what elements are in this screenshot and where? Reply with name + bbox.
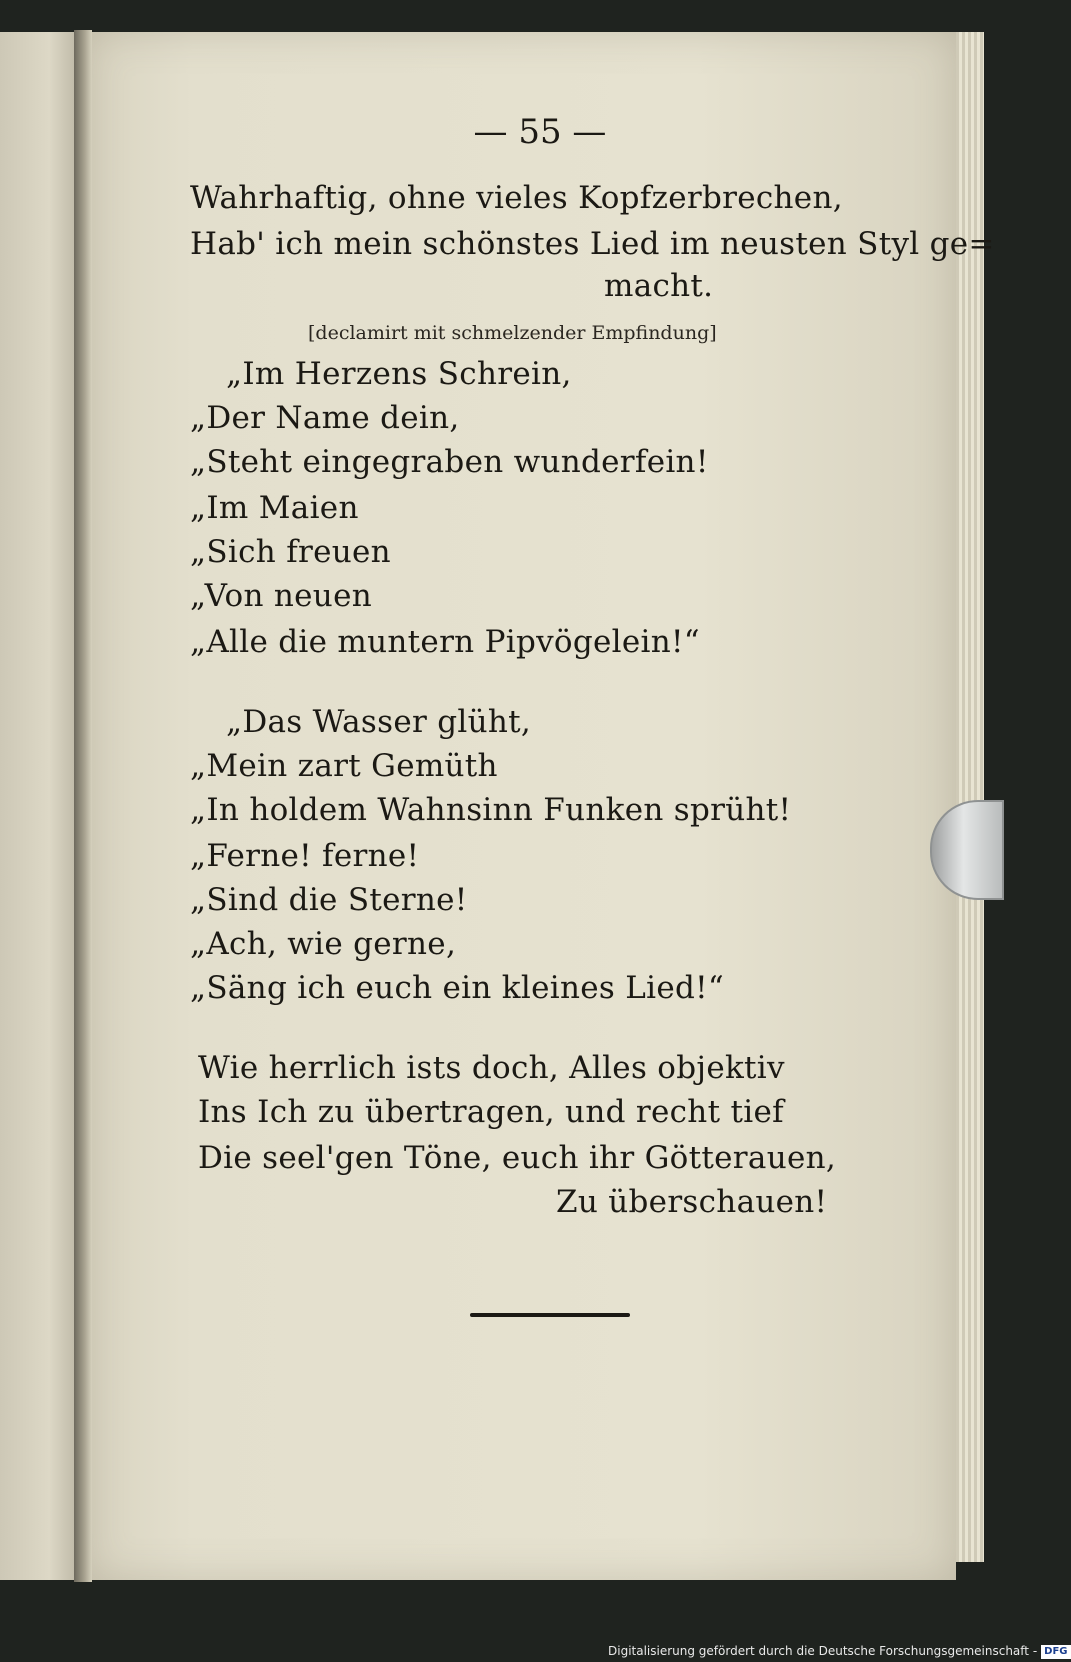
verse-line: „Von neuen bbox=[190, 578, 372, 614]
verse-line: „Mein zart Gemüth bbox=[190, 748, 498, 784]
text-line: Die seel'gen Töne, euch ihr Götterauen, bbox=[198, 1140, 837, 1176]
verse-line: „Säng ich euch ein kleines Lied!“ bbox=[190, 970, 725, 1006]
text-line: Hab' ich mein schönstes Lied im neusten Styl ge= bbox=[190, 226, 995, 262]
verse-line: „In holdem Wahnsinn Funken sprüht! bbox=[190, 792, 792, 828]
dfg-logo-icon: DFG bbox=[1041, 1645, 1070, 1659]
book-gutter bbox=[74, 30, 92, 1582]
verse-line: „Im Maien bbox=[190, 490, 359, 526]
section-divider bbox=[470, 1313, 630, 1317]
verse-line: „Ferne! ferne! bbox=[190, 838, 420, 874]
credit-text: Digitalisierung gefördert durch die Deutsche Forschungsgemeinschaft - bbox=[608, 1644, 1038, 1658]
page-number: — 55 — bbox=[473, 112, 607, 152]
text-line: macht. bbox=[604, 268, 714, 304]
stage-direction: [declamirt mit schmelzender Empfindung] bbox=[308, 322, 717, 344]
digitization-credit bbox=[608, 1640, 1071, 1662]
text-line: Wie herrlich ists doch, Alles objektiv bbox=[198, 1050, 785, 1086]
verse-line: „Sind die Sterne! bbox=[190, 882, 468, 918]
verse-line: „Alle die muntern Pipvögelein!“ bbox=[190, 624, 700, 660]
verse-line: „Der Name dein, bbox=[190, 400, 460, 436]
text-line: Zu überschauen! bbox=[556, 1184, 828, 1220]
text-line: Wahrhaftig, ohne vieles Kopfzerbrechen, bbox=[190, 180, 843, 216]
verse-line: „Steht eingegraben wunderfein! bbox=[190, 444, 709, 480]
verse-line: „Ach, wie gerne, bbox=[190, 926, 457, 962]
text-line: Ins Ich zu übertragen, und recht tief bbox=[198, 1094, 784, 1130]
verse-line: „Das Wasser glüht, bbox=[226, 704, 532, 740]
left-page-edge bbox=[0, 32, 82, 1580]
verse-line: „Im Herzens Schrein, bbox=[226, 356, 572, 392]
verse-line: „Sich freuen bbox=[190, 534, 391, 570]
